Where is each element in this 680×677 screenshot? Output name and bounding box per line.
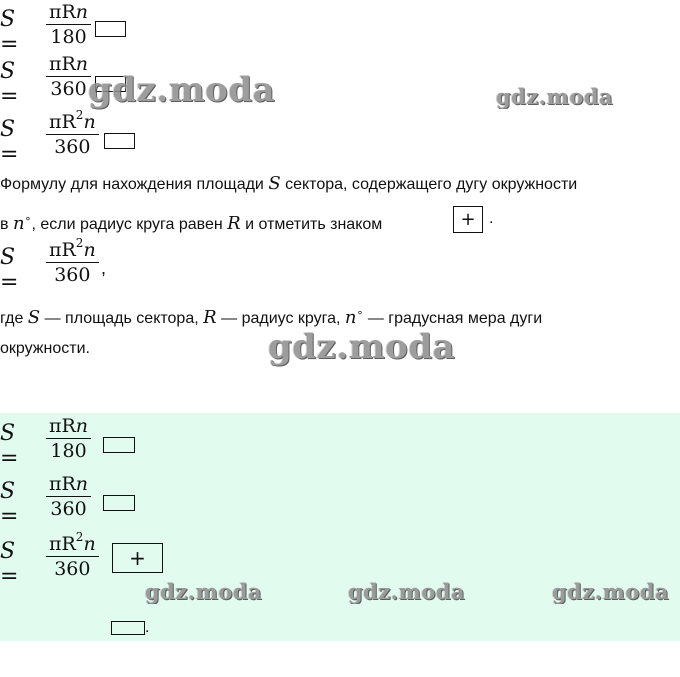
- answer-checkbox[interactable]: [104, 133, 135, 149]
- instruction-period: .: [489, 210, 494, 227]
- numerator: πR: [49, 53, 76, 75]
- numerator-var: n: [83, 533, 96, 555]
- denominator: 180: [46, 24, 91, 49]
- formula-lhs: S =: [0, 7, 19, 57]
- watermark: gdz.moda: [268, 327, 456, 367]
- formula-lhs: S =: [0, 539, 19, 589]
- fraction: [46, 110, 99, 159]
- numerator-var: n: [75, 53, 89, 75]
- answer-checkbox[interactable]: [111, 621, 145, 635]
- exponent: 2: [75, 108, 84, 122]
- watermark: gdz.moda: [88, 70, 276, 110]
- watermark: gdz.moda: [496, 84, 614, 109]
- numerator: πR: [49, 239, 76, 261]
- formula-lhs: S =: [0, 479, 19, 529]
- watermark: gdz.moda: [348, 579, 466, 604]
- numerator-var: n: [75, 1, 89, 23]
- numerator: πR: [49, 111, 76, 133]
- formula-lhs: S =: [0, 117, 19, 167]
- formula-lhs: S =: [0, 421, 19, 471]
- plus-mark-sample: +: [453, 206, 483, 233]
- fraction: [46, 472, 91, 521]
- exponent: 2: [75, 236, 84, 250]
- exponent: 2: [75, 530, 84, 544]
- fraction: [46, 238, 99, 287]
- fraction: [46, 52, 91, 101]
- denominator: 360: [46, 262, 99, 287]
- numerator-var: n: [75, 415, 89, 437]
- fraction: [46, 532, 99, 581]
- explanation-line-1: где S — площадь сектора, R — радиус круга, n∘ — градусная мера дуги: [0, 306, 543, 328]
- answer-period: .: [145, 619, 150, 636]
- explanation-line-2: окружности.: [0, 340, 90, 357]
- numerator-var: n: [83, 239, 96, 261]
- answer-checkbox[interactable]: [103, 437, 135, 453]
- watermark: gdz.moda: [145, 579, 263, 604]
- denominator: 360: [46, 134, 99, 159]
- formula-comma: ,: [101, 258, 107, 278]
- numerator: πR: [49, 473, 76, 495]
- numerator: πR: [49, 1, 76, 23]
- instruction-line-1: Формулу для нахождения площади S сектора, содержащего дугу окружности: [0, 173, 578, 194]
- formula-lhs: S =: [0, 245, 19, 295]
- numerator-var: n: [83, 111, 96, 133]
- fraction: [46, 0, 91, 49]
- answer-checkbox-checked[interactable]: +: [112, 543, 163, 573]
- numerator: πR: [49, 415, 76, 437]
- numerator: πR: [49, 533, 76, 555]
- denominator: 360: [46, 496, 91, 521]
- watermark: gdz.moda: [552, 579, 670, 604]
- formula-lhs: S =: [0, 59, 19, 109]
- instruction-line-2: в n∘, если радиус круга равен R и отметить знаком: [0, 212, 383, 234]
- answer-area: [0, 413, 680, 641]
- fraction: [46, 414, 91, 463]
- denominator: 360: [46, 556, 99, 581]
- answer-checkbox[interactable]: [103, 495, 135, 511]
- denominator: 360: [46, 76, 91, 101]
- numerator-var: n: [75, 473, 89, 495]
- denominator: 180: [46, 438, 91, 463]
- answer-checkbox[interactable]: [95, 21, 126, 37]
